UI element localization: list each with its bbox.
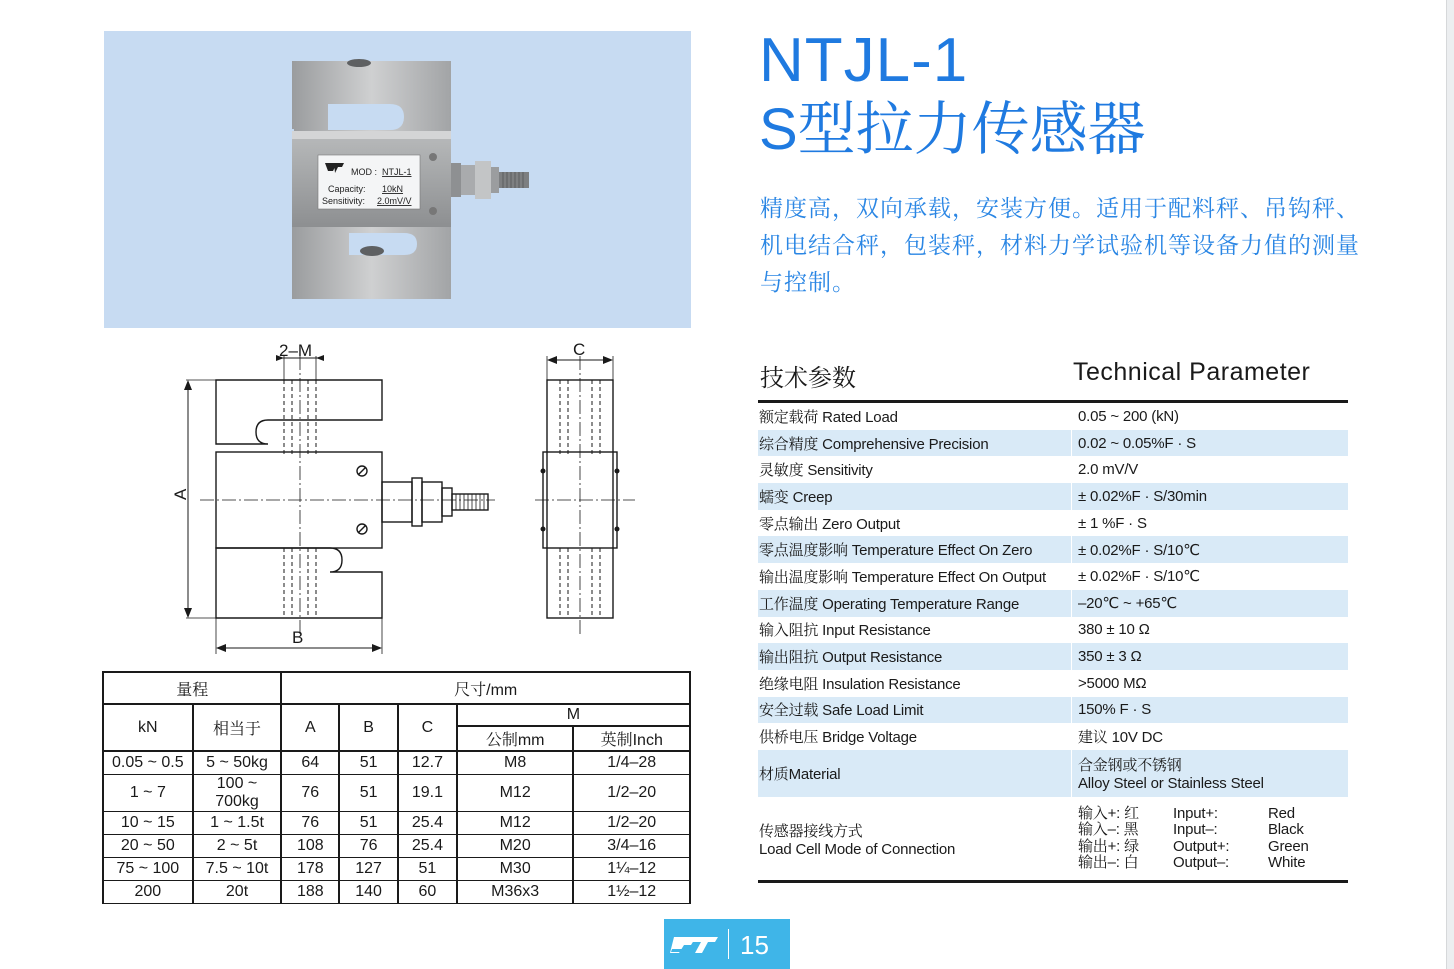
- wire-color: Black: [1268, 821, 1304, 839]
- param-label: 蠕变 Creep: [758, 483, 1072, 510]
- cell-a: 188: [281, 880, 339, 903]
- cell-inch: 1¼–12: [573, 857, 690, 880]
- cell-kn: 0.05 ~ 0.5: [103, 751, 193, 774]
- tech-params-title-en: Technical Parameter: [1073, 358, 1311, 386]
- cell-a: 64: [281, 751, 339, 774]
- cell-b: 140: [339, 880, 398, 903]
- cell-c: 19.1: [398, 774, 457, 811]
- param-row: [758, 697, 1348, 724]
- product-photo: [104, 31, 691, 328]
- param-label: 额定载荷 Rated Load: [759, 408, 898, 426]
- material-value-en: Alloy Steel or Stainless Steel: [1078, 775, 1264, 793]
- param-label: 灵敏度 Sensitivity: [759, 462, 873, 480]
- drawing-label-c: C: [573, 340, 586, 359]
- param-row: [758, 643, 1348, 670]
- wire-color: Green: [1268, 837, 1309, 855]
- product-name-title: S型拉力传感器: [759, 97, 1146, 162]
- cell-b: 127: [339, 857, 398, 880]
- cell-equiv: 100 ~ 700kg: [193, 774, 282, 811]
- drawing-label-m: 2–M: [279, 341, 313, 360]
- param-label: 输出温度影响 Temperature Effect On Output: [759, 568, 1046, 586]
- col-m: M: [457, 704, 690, 726]
- photo-capacity-label: Capacity:: [328, 184, 366, 194]
- cell-b: 76: [339, 834, 398, 857]
- page-number: 15: [740, 930, 769, 960]
- header-range: 量程: [103, 672, 281, 704]
- param-value: 350 ± 3 Ω: [1072, 643, 1349, 670]
- param-label: 材质Material: [758, 750, 1072, 797]
- cell-b: 51: [339, 751, 398, 774]
- param-value: [1072, 797, 1349, 881]
- param-row: [758, 430, 1348, 457]
- cell-inch: 1½–12: [573, 880, 690, 903]
- tech-params-bottom-rule: [758, 880, 1348, 883]
- drawing-label-b: B: [292, 628, 304, 647]
- col-equivalent: 相当于: [193, 704, 282, 751]
- param-row: [758, 590, 1348, 617]
- param-value: 2.0 mV/V: [1072, 456, 1349, 483]
- cell-equiv: 7.5 ~ 10t: [193, 857, 282, 880]
- param-row: [758, 510, 1348, 537]
- param-value: 380 ± 10 Ω: [1072, 617, 1349, 644]
- param-label: 安全过载 Safe Load Limit: [758, 697, 1072, 724]
- wire-en: Input–:: [1173, 821, 1218, 839]
- range-dimension-table: [102, 671, 691, 904]
- tech-params-table: [758, 403, 1348, 881]
- col-kn: kN: [103, 704, 193, 751]
- param-value: 150% F · S: [1072, 697, 1349, 724]
- wire-cn: 输入+: 红: [1078, 804, 1139, 822]
- wire-cn: 输出–: 白: [1078, 854, 1139, 872]
- wire-en: Output+:: [1173, 837, 1230, 855]
- table-row: [103, 774, 690, 811]
- footer-page-badge: [664, 919, 790, 969]
- param-row: [758, 723, 1348, 750]
- wire-color: White: [1268, 854, 1306, 872]
- cell-equiv: 20t: [193, 880, 282, 903]
- product-photo-panel: [104, 31, 691, 328]
- param-value: >5000 MΩ: [1072, 670, 1349, 697]
- connection-label-en: Load Cell Mode of Connection: [759, 840, 956, 858]
- cell-metric: M8: [457, 751, 574, 774]
- photo-sensitivity-value: 2.0mV/V: [377, 196, 412, 206]
- cell-b: 51: [339, 774, 398, 811]
- photo-capacity-value: 10kN: [382, 184, 404, 194]
- material-value-cn: 合金钢或不锈钢: [1078, 757, 1182, 775]
- cell-kn: 200: [103, 880, 193, 903]
- col-c: C: [398, 704, 457, 751]
- cell-equiv: 5 ~ 50kg: [193, 751, 282, 774]
- cell-inch: 1/4–28: [573, 751, 690, 774]
- param-label: [758, 797, 1072, 881]
- wire-en: Output–:: [1173, 854, 1229, 872]
- param-label: 供桥电压 Bridge Voltage: [759, 729, 917, 747]
- param-value: ± 0.02%F · S/30min: [1072, 483, 1349, 510]
- cell-metric: M36x3: [457, 880, 574, 903]
- cell-kn: 20 ~ 50: [103, 834, 193, 857]
- cell-a: 178: [281, 857, 339, 880]
- param-label: 输入阻抗 Input Resistance: [759, 622, 931, 640]
- cell-metric: M12: [457, 811, 574, 834]
- table-row: [103, 857, 690, 880]
- dimension-drawing: [150, 336, 510, 662]
- cell-metric: M20: [457, 834, 574, 857]
- photo-mod-label: MOD :: [351, 167, 377, 177]
- cell-metric: M30: [457, 857, 574, 880]
- cell-inch: 1/2–20: [573, 811, 690, 834]
- param-label: 综合精度 Comprehensive Precision: [758, 430, 1072, 457]
- param-label: 零点温度影响 Temperature Effect On Zero: [758, 536, 1072, 563]
- param-row: [758, 483, 1348, 510]
- wire-cn: 输出+: 绿: [1078, 837, 1139, 855]
- table-row: [103, 811, 690, 834]
- param-row: [758, 403, 1348, 430]
- cell-kn: 75 ~ 100: [103, 857, 193, 880]
- wire-en: Input+:: [1173, 804, 1218, 822]
- cell-a: 76: [281, 774, 339, 811]
- col-metric: 公制mm: [457, 726, 574, 751]
- param-row: [758, 670, 1348, 697]
- cell-c: 60: [398, 880, 457, 903]
- cell-b: 51: [339, 811, 398, 834]
- param-row: [758, 563, 1348, 590]
- product-description: 精度高，双向承载，安装方便。适用于配料秤、吊钩秤、机电结合秤，包装秤，材料力学试验机等设备力值的测量与控制。: [760, 195, 1360, 295]
- photo-mod-value: NTJL-1: [382, 167, 412, 177]
- col-b: B: [339, 704, 398, 751]
- param-row-connection: [758, 797, 1348, 881]
- cell-c: 25.4: [398, 811, 457, 834]
- param-row: [758, 617, 1348, 644]
- tech-params-title-cn: 技术参数: [760, 365, 856, 392]
- param-row-material: [758, 750, 1348, 797]
- cell-inch: 1/2–20: [573, 774, 690, 811]
- param-label: 输出阻抗 Output Resistance: [758, 643, 1072, 670]
- cell-c: 25.4: [398, 834, 457, 857]
- cell-a: 76: [281, 811, 339, 834]
- param-label: 工作温度 Operating Temperature Range: [758, 590, 1072, 617]
- cell-kn: 10 ~ 15: [103, 811, 193, 834]
- header-dimensions: 尺寸/mm: [281, 672, 690, 704]
- cell-equiv: 2 ~ 5t: [193, 834, 282, 857]
- param-value: 0.02 ~ 0.05%F · S: [1072, 430, 1349, 457]
- param-label: 绝缘电阻 Insulation Resistance: [759, 675, 961, 693]
- cell-c: 12.7: [398, 751, 457, 774]
- col-inch: 英制Inch: [573, 726, 690, 751]
- cell-inch: 3/4–16: [573, 834, 690, 857]
- cell-equiv: 1 ~ 1.5t: [193, 811, 282, 834]
- connection-label-cn: 传感器接线方式: [759, 822, 863, 840]
- cell-a: 108: [281, 834, 339, 857]
- param-value: 0.05 ~ 200 (kN): [1072, 403, 1349, 430]
- product-model-title: NTJL-1: [759, 26, 969, 95]
- param-value: [1072, 750, 1349, 797]
- param-value: 建议 10V DC: [1072, 723, 1349, 750]
- cell-metric: M12: [457, 774, 574, 811]
- param-value: ± 0.02%F · S/10℃: [1072, 536, 1349, 563]
- brand-logo-icon: [664, 919, 728, 969]
- param-row: [758, 456, 1348, 483]
- param-value: ± 1 %F · S: [1072, 510, 1349, 537]
- param-value: –20℃ ~ +65℃: [1072, 590, 1349, 617]
- footer-divider: [728, 929, 729, 959]
- connection-grid: [1078, 806, 1348, 872]
- param-row: [758, 536, 1348, 563]
- page-edge-strip: [1446, 0, 1454, 969]
- cell-kn: 1 ~ 7: [103, 774, 193, 811]
- table-row: [103, 880, 690, 903]
- param-value: ± 0.02%F · S/10℃: [1072, 563, 1349, 590]
- table-row: [103, 751, 690, 774]
- photo-sensitivity-label: Sensitivity:: [322, 196, 366, 206]
- drawing-label-a: A: [171, 488, 190, 500]
- param-label: 零点输出 Zero Output: [759, 515, 901, 533]
- wire-color: Red: [1268, 804, 1295, 822]
- cell-c: 51: [398, 857, 457, 880]
- table-row: [103, 834, 690, 857]
- side-view-drawing: [530, 336, 640, 662]
- col-a: A: [281, 704, 339, 751]
- wire-cn: 输入–: 黑: [1078, 821, 1139, 839]
